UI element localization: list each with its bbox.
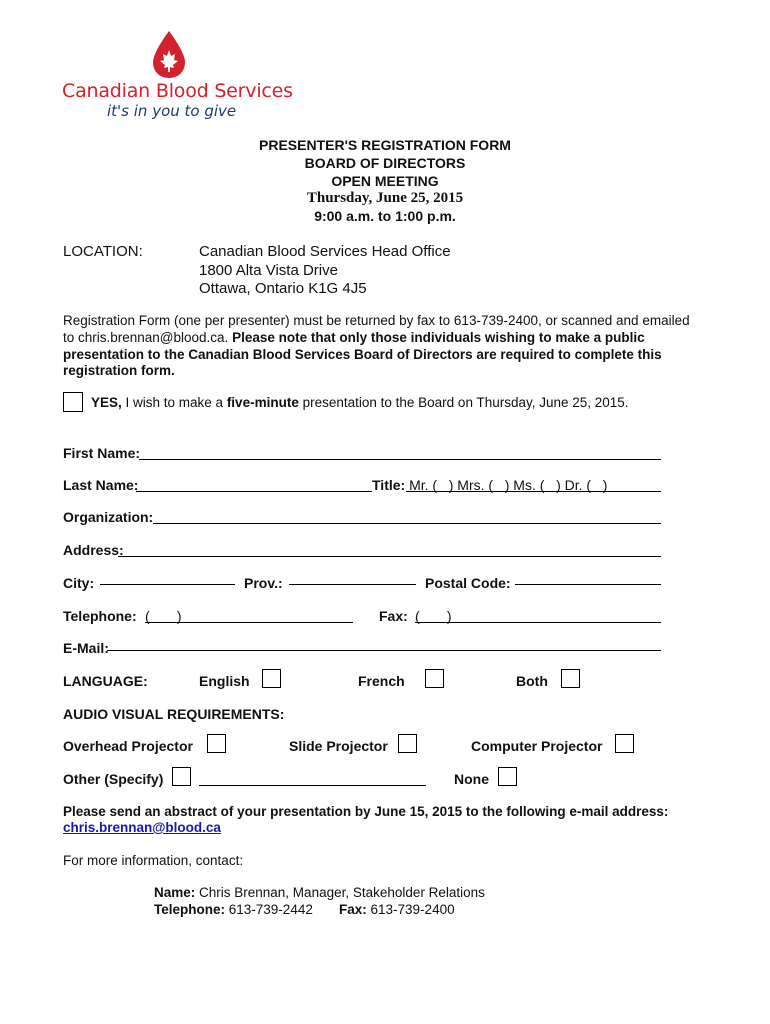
abstract-email-link[interactable]: chris.brennan@blood.ca bbox=[63, 820, 221, 835]
language-both-checkbox[interactable] bbox=[561, 669, 580, 688]
contact-name-label: Name: bbox=[154, 885, 196, 900]
email-field[interactable] bbox=[107, 650, 661, 651]
email-label: E-Mail: bbox=[63, 640, 109, 656]
language-english-label: English bbox=[199, 673, 250, 689]
meeting-time: 9:00 a.m. to 1:00 p.m. bbox=[314, 208, 456, 224]
fax-label: Fax: bbox=[379, 608, 408, 624]
intro-line4: registration form. bbox=[63, 363, 175, 378]
fax-area-code: ( ) bbox=[415, 608, 452, 624]
organization-label: Organization: bbox=[63, 509, 154, 525]
tagline: it's in you to give bbox=[107, 102, 237, 120]
intro-line2 bbox=[63, 330, 645, 345]
yes-text2: presentation to the Board on Thursday, June 25, 2015. bbox=[298, 395, 629, 410]
postal-code-field[interactable] bbox=[515, 584, 661, 585]
language-french-label: French bbox=[358, 673, 405, 689]
title-label: Title: bbox=[372, 477, 406, 493]
postal-code-label: Postal Code: bbox=[425, 575, 511, 591]
other-specify-checkbox[interactable] bbox=[172, 767, 191, 786]
prov-field[interactable] bbox=[289, 584, 416, 585]
title-underline bbox=[406, 491, 661, 492]
language-english-checkbox[interactable] bbox=[262, 669, 281, 688]
contact-fax-label: Fax: bbox=[339, 902, 367, 917]
blood-drop-maple-leaf-icon bbox=[150, 30, 188, 80]
location-label: LOCATION: bbox=[63, 243, 143, 260]
telephone-field[interactable] bbox=[145, 622, 353, 623]
yes-statement bbox=[91, 395, 629, 410]
address-label: Address: bbox=[63, 542, 124, 558]
last-name-label: Last Name: bbox=[63, 477, 139, 493]
computer-projector-checkbox[interactable] bbox=[615, 734, 634, 753]
first-name-field[interactable] bbox=[139, 459, 661, 460]
language-label: LANGUAGE: bbox=[63, 673, 148, 689]
five-minute-text: five-minute bbox=[226, 395, 299, 410]
contact-name bbox=[154, 885, 485, 900]
title-options: Mr. ( ) Mrs. ( ) Ms. ( ) Dr. ( ) bbox=[405, 477, 608, 493]
last-name-field[interactable] bbox=[136, 491, 372, 492]
organization-field[interactable] bbox=[153, 523, 661, 524]
language-both-label: Both bbox=[516, 673, 548, 689]
form-title: PRESENTER'S REGISTRATION FORM bbox=[259, 137, 511, 153]
prov-label: Prov.: bbox=[244, 575, 283, 591]
contact-fax bbox=[339, 902, 455, 917]
telephone-area-code: ( ) bbox=[145, 608, 182, 624]
slide-projector-label: Slide Projector bbox=[289, 738, 388, 754]
contact-fax-value: 613-739-2400 bbox=[366, 902, 455, 917]
computer-projector-label: Computer Projector bbox=[471, 738, 603, 754]
meeting-date: Thursday, June 25, 2015 bbox=[306, 190, 464, 206]
contact-name-value: Chris Brennan, Manager, Stakeholder Relations bbox=[195, 885, 485, 900]
first-name-label: First Name: bbox=[63, 445, 141, 461]
meeting-title: OPEN MEETING bbox=[331, 173, 439, 189]
contact-intro: For more information, contact: bbox=[63, 853, 244, 868]
brand-name: Canadian Blood Services bbox=[62, 80, 293, 102]
yes-bold: YES, bbox=[91, 395, 122, 410]
av-requirements-label: AUDIO VISUAL REQUIREMENTS: bbox=[63, 706, 285, 722]
location-line3: Ottawa, Ontario K1G 4J5 bbox=[199, 280, 367, 297]
overhead-projector-label: Overhead Projector bbox=[63, 738, 193, 754]
intro-line2-plain: to chris.brennan@blood.ca. bbox=[63, 330, 233, 345]
yes-text1: I wish to make a bbox=[121, 395, 227, 410]
yes-checkbox[interactable] bbox=[63, 392, 83, 412]
intro-line2-bold: Please note that only those individuals wishing to make a public bbox=[232, 330, 645, 345]
slide-projector-checkbox[interactable] bbox=[398, 734, 417, 753]
contact-telephone-value: 613-739-2442 bbox=[225, 902, 313, 917]
intro-line3: presentation to the Canadian Blood Services Board of Directors are required to complete this bbox=[63, 347, 662, 362]
language-french-checkbox[interactable] bbox=[425, 669, 444, 688]
city-field[interactable] bbox=[100, 584, 235, 585]
contact-telephone bbox=[154, 902, 313, 917]
intro-line1: Registration Form (one per presenter) must be returned by fax to 613-739-2400, or scanned and emailed bbox=[63, 313, 690, 328]
overhead-projector-checkbox[interactable] bbox=[207, 734, 226, 753]
location-line2: 1800 Alta Vista Drive bbox=[199, 262, 338, 279]
telephone-label: Telephone: bbox=[63, 608, 137, 624]
none-checkbox[interactable] bbox=[498, 767, 517, 786]
fax-field[interactable] bbox=[415, 622, 661, 623]
contact-telephone-label: Telephone: bbox=[154, 902, 226, 917]
abstract-instructions: Please send an abstract of your presentation by June 15, 2015 to the following e-mail address: bbox=[63, 804, 669, 819]
city-label: City: bbox=[63, 575, 95, 591]
other-specify-field[interactable] bbox=[199, 785, 426, 786]
none-label: None bbox=[454, 771, 489, 787]
board-title: BOARD OF DIRECTORS bbox=[304, 155, 466, 171]
other-specify-label: Other (Specify) bbox=[63, 771, 164, 787]
location-line1: Canadian Blood Services Head Office bbox=[199, 243, 451, 260]
address-field[interactable] bbox=[118, 556, 661, 557]
